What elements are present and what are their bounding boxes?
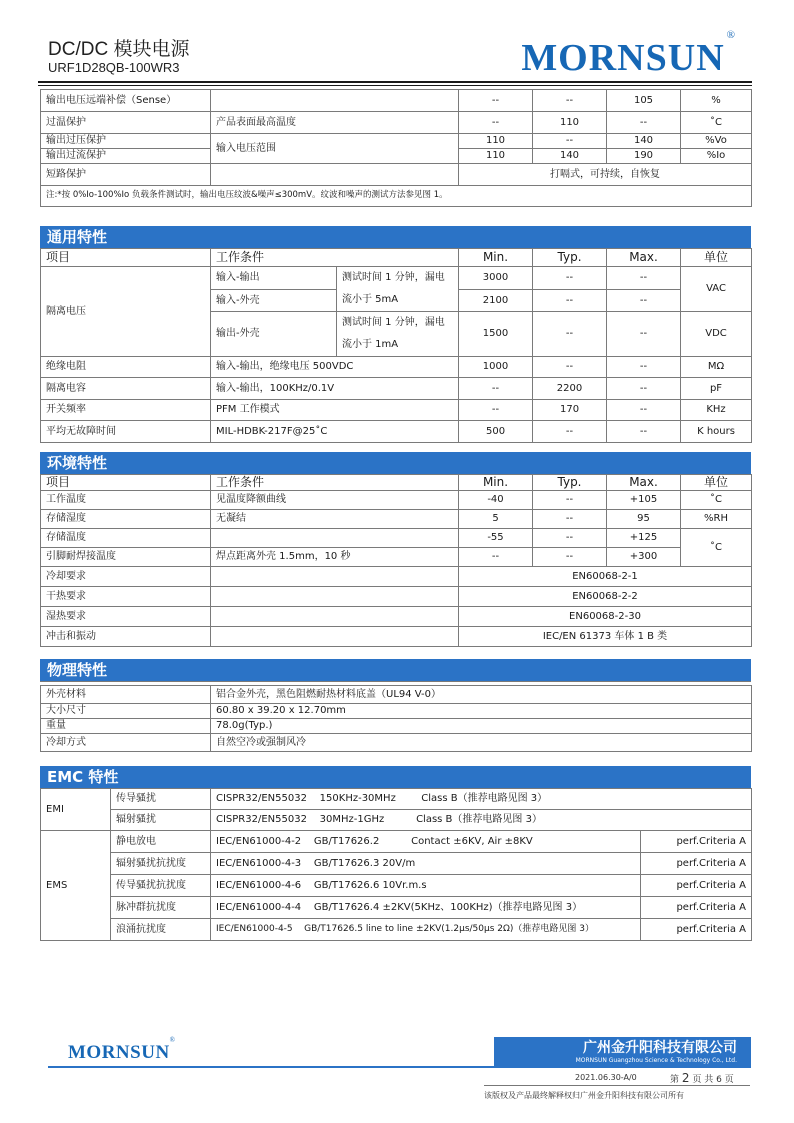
header-unit: 单位: [681, 475, 752, 491]
item-cell: 短路保护: [41, 164, 211, 186]
header-item: 项目: [41, 249, 211, 267]
item-cell: 存储湿度: [41, 510, 211, 529]
item-cell: 冲击和振动: [41, 627, 211, 647]
typ-cell: --: [533, 134, 607, 149]
header-condition: 工作条件: [211, 249, 459, 267]
criteria-cell: perf.Criteria A: [641, 897, 752, 919]
footer-rule: [48, 1066, 751, 1068]
emc-table: [40, 788, 752, 941]
copyright-notice: 该版权及产品最终解释权归广州金升阳科技有限公司所有: [484, 1091, 684, 1100]
condition-cell: 焊点距离外壳 1.5mm，10 秒: [211, 548, 459, 567]
header-max: Max.: [607, 249, 681, 267]
test-line: 测试时间 1 分钟，漏电: [342, 317, 445, 328]
typ-cell: --: [533, 267, 607, 290]
value-cell: 打嗝式，可持续，自恢复: [459, 164, 752, 186]
item-cell: 冷却方式: [41, 734, 211, 752]
table-row: [41, 491, 752, 510]
section-title-physical: 物理特性: [40, 659, 751, 681]
max-cell: +125: [607, 529, 681, 548]
table-row: [41, 357, 752, 378]
condition-cell: 产品表面最高温度: [211, 112, 459, 134]
standard-cell: IEC/EN61000-4-2 GB/T17626.2 Contact ±6KV, Air ±8KV: [211, 831, 641, 853]
item-cell: 平均无故障时间: [41, 421, 211, 443]
min-cell: --: [459, 90, 533, 112]
item-cell: 大小尺寸: [41, 704, 211, 719]
condition-cell: MIL-HDBK-217F@25˚C: [211, 421, 459, 443]
table-row: [41, 627, 752, 647]
model-number: URF1D28QB-100WR3: [48, 60, 180, 75]
max-cell: --: [607, 267, 681, 290]
emi-label-cell: EMI: [41, 789, 111, 831]
document-title: DC/DC 模块电源: [48, 39, 190, 60]
header-rule: [38, 81, 752, 83]
condition-cell: [211, 567, 459, 587]
section-title-emc: EMC 特性: [40, 766, 751, 788]
max-cell: --: [607, 112, 681, 134]
value-cell: 自然空冷或强制风冷: [211, 734, 752, 752]
unit-cell: ˚C: [681, 529, 752, 567]
revision-date: 2021.06.30-A/0: [575, 1073, 637, 1082]
max-cell: +300: [607, 548, 681, 567]
header-typ: Typ.: [533, 475, 607, 491]
section-gap-rule: [40, 681, 751, 682]
condition-cell: 见温度降额曲线: [211, 491, 459, 510]
condition-cell: [211, 529, 459, 548]
min-cell: 3000: [459, 267, 533, 290]
condition-cell: 输入-输出，100KHz/0.1V: [211, 378, 459, 400]
table-row: [41, 510, 752, 529]
typ-cell: --: [533, 90, 607, 112]
standard-cell: CISPR32/EN55032 150KHz-30MHz Class B（推荐电路见图 3）: [211, 789, 752, 810]
item-cell: 输出过流保护: [41, 149, 211, 164]
table-header-row: [41, 249, 752, 267]
header-unit: 单位: [681, 249, 752, 267]
typ-cell: --: [533, 510, 607, 529]
max-cell: --: [607, 357, 681, 378]
table-row: [41, 134, 752, 149]
table-row: [41, 587, 752, 607]
item-cell: 干热要求: [41, 587, 211, 607]
criteria-cell: perf.Criteria A: [641, 831, 752, 853]
typ-cell: --: [533, 529, 607, 548]
condition-cell: [211, 90, 459, 112]
typ-cell: --: [533, 312, 607, 357]
table-row: [41, 378, 752, 400]
max-cell: 105: [607, 90, 681, 112]
section-title-general: 通用特性: [40, 226, 751, 248]
item-cell: 开关频率: [41, 400, 211, 421]
table-row: [41, 529, 752, 548]
condition-cell: 输入-外壳: [211, 289, 337, 312]
condition-cell: 无凝结: [211, 510, 459, 529]
header-rule-thin: [38, 85, 752, 86]
max-cell: --: [607, 312, 681, 357]
general-table: [40, 248, 752, 443]
min-cell: 1000: [459, 357, 533, 378]
typ-cell: 140: [533, 149, 607, 164]
unit-cell: %Vo: [681, 134, 752, 149]
standard-cell: IEC/EN61000-4-5 GB/T17626.5 line to line ±2KV(1.2μs/50μs 2Ω)（推荐电路见图 3）: [211, 919, 641, 941]
table-row: [41, 789, 752, 810]
physical-table: [40, 685, 752, 752]
footer-separator: [484, 1085, 750, 1086]
max-cell: 190: [607, 149, 681, 164]
condition-cell: [211, 607, 459, 627]
min-cell: 1500: [459, 312, 533, 357]
standard-cell: CISPR32/EN55032 30MHz-1GHz Class B（推荐电路见图 3）: [211, 810, 752, 831]
max-cell: 95: [607, 510, 681, 529]
section-title-environment: 环境特性: [40, 452, 751, 474]
table-row: [41, 734, 752, 752]
unit-cell: %RH: [681, 510, 752, 529]
min-cell: -40: [459, 491, 533, 510]
company-name-en: MORNSUN Guangzhou Science & Technology Co., Ltd.: [575, 1057, 737, 1064]
value-cell: IEC/EN 61373 车体 1 B 类: [459, 627, 752, 647]
table-row: [41, 548, 752, 567]
page-number: [670, 1071, 734, 1085]
item-cell: 工作温度: [41, 491, 211, 510]
footer-company-banner: [494, 1037, 751, 1067]
typ-cell: --: [533, 548, 607, 567]
condition-cell: 输入-输出，绝缘电压 500VDC: [211, 357, 459, 378]
min-cell: 110: [459, 134, 533, 149]
item-cell: 输出过压保护: [41, 134, 211, 149]
value-cell: EN60068-2-30: [459, 607, 752, 627]
condition-cell: 输入电压范围: [211, 134, 459, 164]
note-row: [41, 186, 752, 207]
item-cell: 存储温度: [41, 529, 211, 548]
table-row: [41, 897, 752, 919]
typ-cell: 170: [533, 400, 607, 421]
table-row: [41, 112, 752, 134]
table-row: [41, 421, 752, 443]
typ-cell: 110: [533, 112, 607, 134]
standard-cell: IEC/EN61000-4-3 GB/T17626.3 20V/m: [211, 853, 641, 875]
mornsun-logo: [521, 29, 736, 80]
table-row: [41, 90, 752, 112]
table-row: [41, 875, 752, 897]
table-header-row: [41, 475, 752, 491]
item-cell: 隔离电压: [41, 267, 211, 357]
unit-cell: pF: [681, 378, 752, 400]
typ-cell: --: [533, 357, 607, 378]
protection-table: [40, 89, 752, 207]
max-cell: 140: [607, 134, 681, 149]
test-condition-cell: [337, 312, 459, 357]
unit-cell: %: [681, 90, 752, 112]
condition-cell: 输出-外壳: [211, 312, 337, 357]
value-cell: 78.0g(Typ.): [211, 719, 752, 734]
unit-cell: KHz: [681, 400, 752, 421]
standard-cell: IEC/EN61000-4-6 GB/T17626.6 10Vr.m.s: [211, 875, 641, 897]
item-cell: 过温保护: [41, 112, 211, 134]
item-cell: 静电放电: [111, 831, 211, 853]
unit-cell: VAC: [681, 267, 752, 312]
table-row: [41, 853, 752, 875]
max-cell: --: [607, 289, 681, 312]
header-item: 项目: [41, 475, 211, 491]
criteria-cell: perf.Criteria A: [641, 853, 752, 875]
item-cell: 隔离电容: [41, 378, 211, 400]
header-condition: 工作条件: [211, 475, 459, 491]
note-cell: 注:*按 0%Io-100%Io 负载条件测试时，输出电压纹波&噪声≤300mV。纹波和噪声的测试方法参见图 1。: [41, 186, 752, 207]
test-line: 流小于 1mA: [342, 339, 399, 350]
condition-cell: [211, 164, 459, 186]
test-line: 流小于 5mA: [342, 294, 399, 305]
page-prefix: 第: [670, 1075, 680, 1085]
page-suffix: 页 共 6 页: [692, 1075, 734, 1085]
company-name-cn: 广州金升阳科技有限公司: [583, 1040, 737, 1056]
value-cell: EN60068-2-1: [459, 567, 752, 587]
item-cell: 辐射骚扰抗扰度: [111, 853, 211, 875]
item-cell: 传导骚扰抗扰度: [111, 875, 211, 897]
environment-table: [40, 474, 752, 647]
table-row: [41, 400, 752, 421]
min-cell: 500: [459, 421, 533, 443]
table-row: [41, 267, 752, 290]
condition-cell: [211, 587, 459, 607]
criteria-cell: perf.Criteria A: [641, 875, 752, 897]
header-min: Min.: [459, 475, 533, 491]
condition-cell: 输入-输出: [211, 267, 337, 290]
condition-cell: [211, 627, 459, 647]
criteria-cell: perf.Criteria A: [641, 919, 752, 941]
unit-cell: K hours: [681, 421, 752, 443]
condition-cell: PFM 工作模式: [211, 400, 459, 421]
header-max: Max.: [607, 475, 681, 491]
logo-text: MORNSUN: [521, 37, 725, 79]
ems-label-cell: EMS: [41, 831, 111, 941]
unit-cell: %Io: [681, 149, 752, 164]
value-cell: 铝合金外壳，黑色阻燃耐热材料底盖（UL94 V-0）: [211, 686, 752, 704]
unit-cell: MΩ: [681, 357, 752, 378]
value-cell: EN60068-2-2: [459, 587, 752, 607]
page-current: 2: [681, 1071, 690, 1085]
min-cell: 2100: [459, 289, 533, 312]
header-min: Min.: [459, 249, 533, 267]
unit-cell: ˚C: [681, 112, 752, 134]
footer-logo-text: MORNSUN: [68, 1042, 170, 1063]
unit-cell: ˚C: [681, 491, 752, 510]
min-cell: --: [459, 112, 533, 134]
test-line: 测试时间 1 分钟，漏电: [342, 272, 445, 283]
logo-registered-mark: ®: [726, 29, 736, 42]
item-cell: 引脚耐焊接温度: [41, 548, 211, 567]
table-row: [41, 719, 752, 734]
typ-cell: --: [533, 289, 607, 312]
min-cell: --: [459, 400, 533, 421]
typ-cell: --: [533, 421, 607, 443]
min-cell: --: [459, 378, 533, 400]
item-cell: 输出电压远端补偿（Sense）: [41, 90, 211, 112]
table-row: [41, 831, 752, 853]
item-cell: 外壳材料: [41, 686, 211, 704]
max-cell: +105: [607, 491, 681, 510]
item-cell: 脉冲群抗扰度: [111, 897, 211, 919]
item-cell: 湿热要求: [41, 607, 211, 627]
table-row: [41, 567, 752, 587]
test-condition-cell: [337, 267, 459, 312]
table-row: [41, 704, 752, 719]
max-cell: --: [607, 421, 681, 443]
min-cell: -55: [459, 529, 533, 548]
item-cell: 绝缘电阻: [41, 357, 211, 378]
typ-cell: 2200: [533, 378, 607, 400]
max-cell: --: [607, 400, 681, 421]
item-cell: 重量: [41, 719, 211, 734]
value-cell: 60.80 x 39.20 x 12.70mm: [211, 704, 752, 719]
table-row: [41, 164, 752, 186]
max-cell: --: [607, 378, 681, 400]
min-cell: 5: [459, 510, 533, 529]
item-cell: 浪涌抗扰度: [111, 919, 211, 941]
standard-cell: IEC/EN61000-4-4 GB/T17626.4 ±2KV(5KHz、100KHz)（推荐电路见图 3）: [211, 897, 641, 919]
min-cell: --: [459, 548, 533, 567]
header-typ: Typ.: [533, 249, 607, 267]
unit-cell: VDC: [681, 312, 752, 357]
item-cell: 辐射骚扰: [111, 810, 211, 831]
footer-logo: [68, 1035, 176, 1064]
footer-logo-registered-mark: ®: [169, 1035, 176, 1044]
table-row: [41, 810, 752, 831]
typ-cell: --: [533, 491, 607, 510]
table-row: [41, 919, 752, 941]
table-row: [41, 607, 752, 627]
item-cell: 冷却要求: [41, 567, 211, 587]
item-cell: 传导骚扰: [111, 789, 211, 810]
table-row: [41, 686, 752, 704]
min-cell: 110: [459, 149, 533, 164]
